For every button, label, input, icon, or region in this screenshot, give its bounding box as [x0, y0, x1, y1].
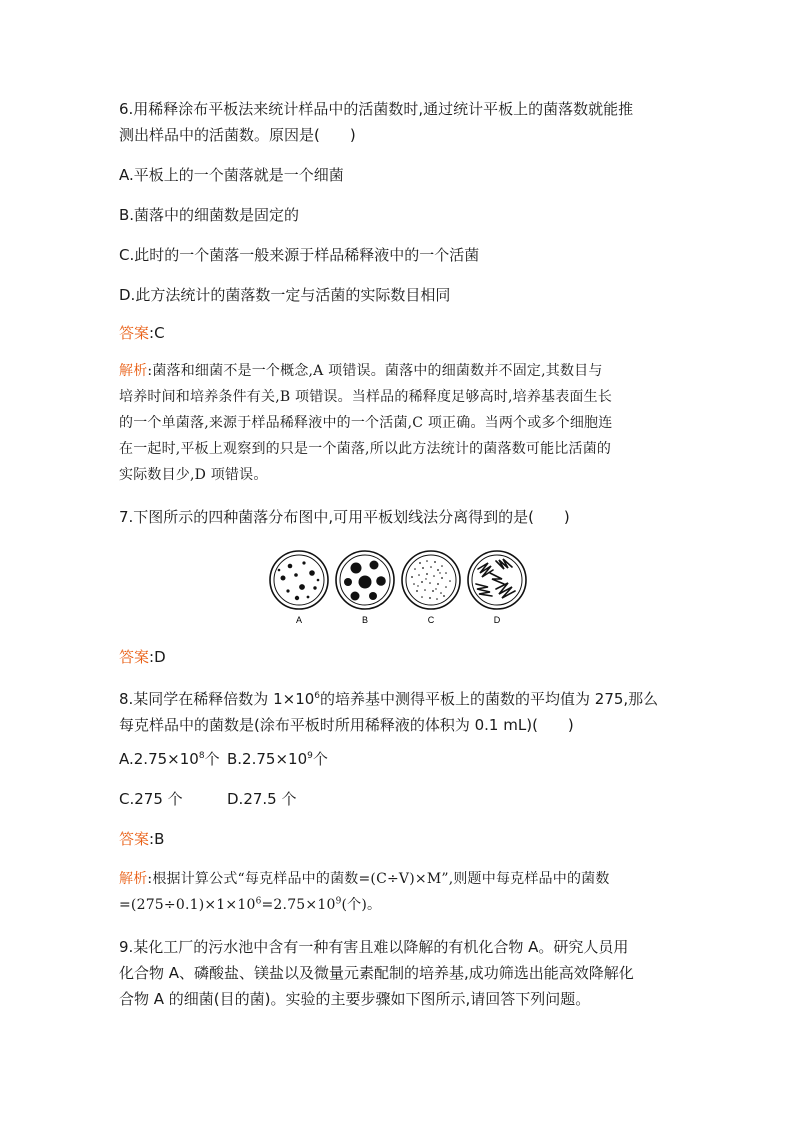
q6-option-a: A.平板上的一个菌落就是一个细菌: [119, 166, 344, 184]
answer-value: :D: [149, 648, 166, 666]
q6-option-d: D.此方法统计的菌落数一定与活菌的实际数目相同: [119, 286, 451, 304]
q6-explanation-line1: 解析:菌落和细菌不是一个概念,A 项错误。菌落中的细菌数并不固定,其数目与: [119, 363, 603, 379]
colony-distribution-figure: [268, 549, 530, 627]
answer-value: :C: [149, 324, 165, 342]
explanation-label: 解析: [119, 871, 148, 887]
figure-label-c: C: [427, 615, 435, 625]
q8-option-d: D.27.5 个: [227, 790, 297, 808]
q8-stem-line1: 8.某同学在稀释倍数为 $1\times 10^6$的培养基中测得平板上的菌数的平均值为 275,那么: [119, 690, 659, 708]
q8-explanation-line1: 解析:根据计算公式“每克样品中的菌数=(C÷V)×M”,则题中每克样品中的菌数: [119, 871, 610, 887]
q8-options-row2: [119, 788, 335, 810]
q7-answer: [119, 646, 166, 668]
answer-value: :B: [149, 830, 165, 848]
answer-label: 答案: [119, 830, 150, 848]
figure-label-d: D: [493, 615, 501, 625]
q6-explanation-line3: 的一个单菌落,来源于样品稀释液中的一个活菌,C 项正确。当两个或多个细胞连: [119, 415, 613, 431]
figure-label-a: A: [295, 615, 303, 625]
q6-explanation-line5: 实际数目少,D 项错误。: [119, 467, 268, 483]
q9-line3: 合物 A 的细菌(目的菌)。实验的主要步骤如下图所示,请回答下列问题。: [119, 990, 591, 1008]
answer-label: 答案: [119, 648, 150, 666]
q6-explanation-line2: 培养时间和培养条件有关,B 项错误。当样品的稀释度足够高时,培养基表面生长: [119, 389, 613, 405]
q6-answer: [119, 322, 165, 344]
petri-dish-d: [468, 551, 526, 609]
q8-explanation-line2: $=(275\div 0.1)\times 1\times 10^6=2.75\times 10^9$(个)。: [119, 896, 382, 913]
q6-option-c: C.此时的一个菌落一般来源于样品稀释液中的一个活菌: [119, 246, 480, 264]
answer-label: 答案: [119, 324, 150, 342]
q8-options-row1: [119, 748, 335, 770]
q9-line2: 化合物 A、磷酸盐、镁盐以及微量元素配制的培养基,成功筛选出能高效降解化: [119, 964, 634, 982]
q8-option-c: C.275 个: [119, 790, 183, 808]
explanation-label: 解析: [119, 363, 148, 379]
petri-dish-b: [336, 551, 394, 609]
q8-stem-line2: 每克样品中的菌数是(涂布平板时所用稀释液的体积为 0.1 mL)( ): [119, 716, 574, 734]
q7-stem: 7.下图所示的四种菌落分布图中,可用平板划线法分离得到的是( ): [119, 508, 570, 526]
q6-option-b: B.菌落中的细菌数是固定的: [119, 206, 300, 224]
figure-label-b: B: [361, 615, 369, 625]
q6-explanation-line4: 在一起时,平板上观察到的只是一个菌落,所以此方法统计的菌落数可能比活菌的: [119, 441, 612, 457]
q6-stem-line2: 测出样品中的活菌数。原因是( ): [119, 126, 356, 144]
q8-option-a: $A.2.75\times 10^8$个: [119, 750, 220, 768]
petri-dish-c: [402, 551, 460, 609]
q6-stem-line1: 6.用稀释涂布平板法来统计样品中的活菌数时,通过统计平板上的菌落数就能推: [119, 100, 634, 118]
q8-answer: [119, 828, 164, 850]
q8-option-b: $B.2.75\times 10^9$个: [227, 750, 328, 768]
petri-dish-a: [270, 551, 328, 609]
q9-line1: 9.某化工厂的污水池中含有一种有害且难以降解的有机化合物 A。研究人员用: [119, 938, 629, 956]
